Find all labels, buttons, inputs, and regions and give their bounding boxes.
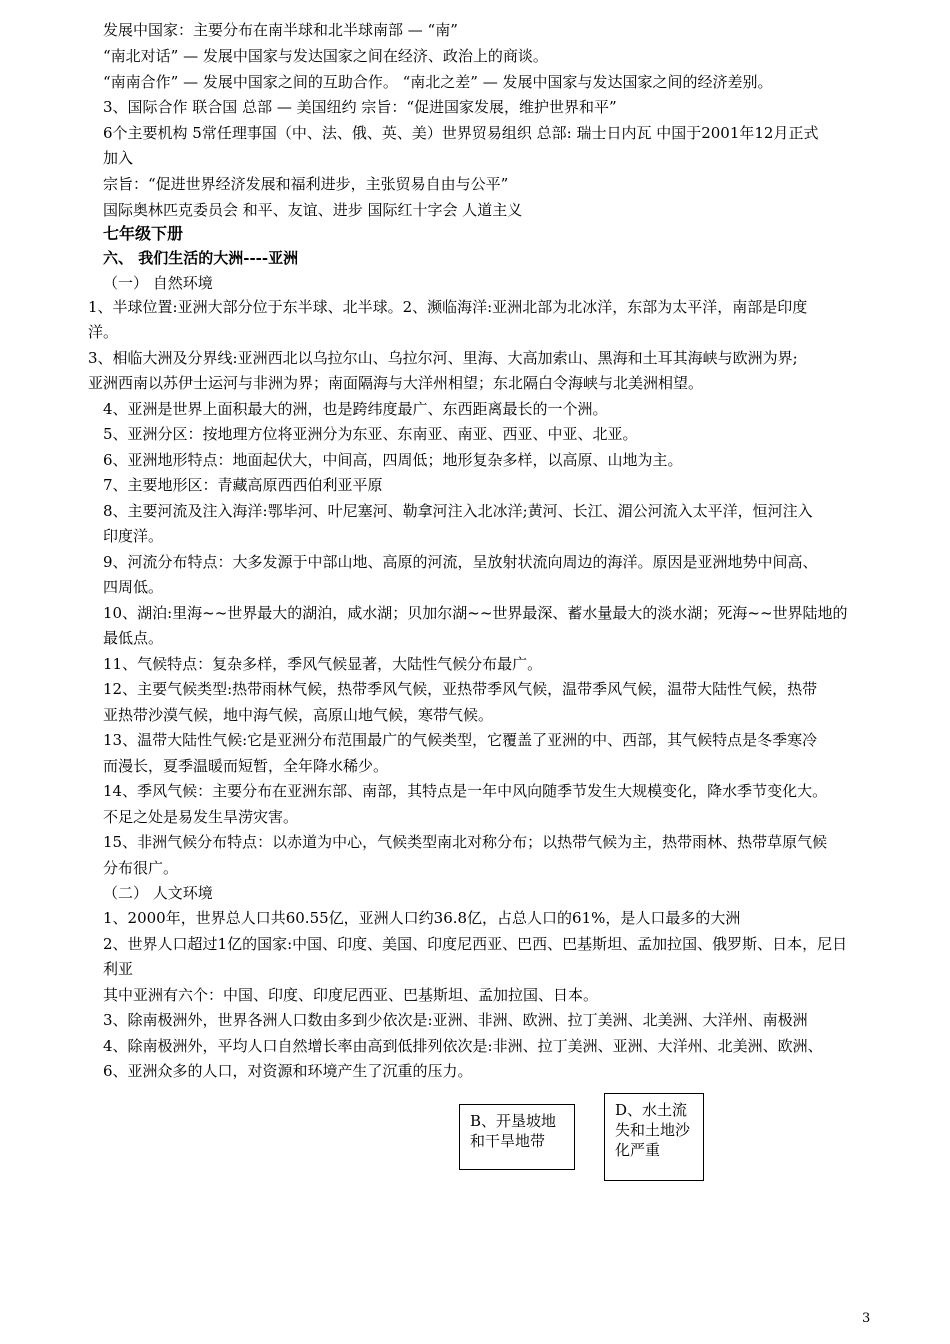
text-line: 13、温带大陆性气候:它是亚洲分布范围最广的气候类型，它覆盖了亚洲的中、西部，其气候特点是冬季寒冷: [103, 731, 818, 749]
text-line: 发展中国家：主要分布在南半球和北半球南部 — “南”: [103, 21, 458, 39]
text-line: 6个主要机构 5常任理事国（中、法、俄、英、美）世界贸易组织 总部: 瑞士日内瓦 中国于2001年12月正式: [103, 124, 819, 142]
text-line: 分布很广。: [103, 859, 179, 877]
text-line: 其中亚洲有六个：中国、印度、印度尼西亚、巴基斯坦、孟加拉国、日本。: [103, 986, 599, 1004]
flow-box-b-label: B、开垦坡地和干旱地带: [470, 1112, 557, 1150]
flow-box-d: [604, 1093, 704, 1181]
text-line: 2、世界人口超过1亿的国家:中国、印度、美国、印度尼西亚、巴西、巴基斯坦、孟加拉国、俄罗斯、日本，尼日: [103, 935, 848, 953]
text-line: “南北对话” — 发展中国家与发达国家之间在经济、政治上的商谈。: [103, 47, 548, 65]
text-line: 宗旨：“促进世界经济发展和福利进步，主张贸易自由与公平”: [103, 175, 509, 193]
text-line: 利亚: [103, 960, 134, 978]
text-line: 11、气候特点：复杂多样，季风气候显著，大陆性气候分布最广。: [103, 655, 543, 673]
text-line: 国际奥林匹克委员会 和平、友谊、进步 国际红十字会 人道主义: [103, 201, 523, 219]
text-line: 6、亚洲众多的人口，对资源和环境产生了沉重的压力。: [103, 1062, 473, 1080]
text-line: 9、河流分布特点：大多发源于中部山地、高原的河流，呈放射状流向周边的海洋。原因是亚洲地势中间高、: [103, 553, 818, 571]
subsection-heading: （一） 自然环境: [103, 274, 213, 292]
text-line: 5、亚洲分区：按地理方位将亚洲分为东亚、东南亚、南亚、西亚、中亚、北亚。: [103, 425, 638, 443]
text-line: 3、相临大洲及分界线:亚洲西北以乌拉尔山、乌拉尔河、里海、大高加索山、黑海和土耳其海峡与欧洲为界;: [88, 349, 798, 367]
text-line: 洋。: [88, 323, 119, 341]
flow-box-d-label: D、水土流失和土地沙化严重: [615, 1101, 691, 1159]
text-line: 3、除南极洲外，世界各洲人口数由多到少依次是:亚洲、非洲、欧洲、拉丁美洲、北美洲、大洋州、南极洲: [103, 1011, 808, 1029]
text-line: 1、半球位置:亚洲大部分位于东半球、北半球。2、濒临海洋:亚洲北部为北冰洋，东部为太平洋，南部是印度: [88, 298, 808, 316]
text-line: 4、亚洲是世界上面积最大的洲，也是跨纬度最广、东西距离最长的一个洲。: [103, 400, 608, 418]
text-line: 3、国际合作 联合国 总部 — 美国纽约 宗旨：“促进国家发展，维护世界和平”: [103, 98, 617, 116]
text-line: 8、主要河流及注入海洋:鄂毕河、叶尼塞河、勒拿河注入北冰洋;黄河、长江、湄公河流入太平洋，恒河注入: [103, 502, 813, 520]
chapter-heading: 六、 我们生活的大洲----亚洲: [103, 249, 299, 267]
text-line: 加入: [103, 149, 134, 167]
text-line: 6、亚洲地形特点：地面起伏大，中间高，四周低；地形复杂多样，以高原、山地为主。: [103, 451, 683, 469]
text-line: 12、主要气候类型:热带雨林气候，热带季风气候，亚热带季风气候，温带季风气候，温带大陆性气候，热带: [103, 680, 818, 698]
flow-box-b: [459, 1104, 575, 1170]
text-line: “南南合作” — 发展中国家之间的互助合作。 “南北之差” — 发展中国家与发达国家之间的经济差别。: [103, 73, 773, 91]
text-line: 亚洲西南以苏伊士运河与非洲为界；南面隔海与大洋州相望；东北隔白令海峡与北美洲相望。: [88, 374, 704, 392]
text-line: 印度洋。: [103, 527, 164, 545]
text-line: 1、2000年，世界总人口共60.55亿，亚洲人口约36.8亿，占总人口的61%，是人口最多的大洲: [103, 909, 741, 927]
text-line: 14、季风气候：主要分布在亚洲东部、南部，其特点是一年中风向随季节发生大规模变化，降水季节变化大。: [103, 782, 828, 800]
text-line: 15、非洲气候分布特点：以赤道为中心，气候类型南北对称分布；以热带气候为主，热带雨林、热带草原气候: [103, 833, 828, 851]
section-heading: 七年级下册: [103, 224, 184, 243]
text-line: 亚热带沙漠气候，地中海气候，高原山地气候，寒带气候。: [103, 706, 494, 724]
text-line: 7、主要地形区：青藏高原西西伯利亚平原: [103, 476, 383, 494]
text-line: 最低点。: [103, 629, 164, 647]
text-line: 四周低。: [103, 578, 164, 596]
subsection-heading: （二） 人文环境: [103, 884, 213, 902]
text-line: 10、湖泊:里海~~世界最大的湖泊，咸水湖；贝加尔湖~~世界最深、蓄水量最大的淡水湖；死海~~世界陆地的: [103, 604, 848, 622]
text-line: 不足之处是易发生旱涝灾害。: [103, 808, 299, 826]
text-line: 4、除南极洲外，平均人口自然增长率由高到低排列依次是:非洲、拉丁美洲、亚洲、大洋州、北美洲、欧洲、: [103, 1037, 823, 1055]
page-number: 3: [862, 1311, 871, 1326]
text-line: 而漫长，夏季温暖而短暂，全年降水稀少。: [103, 757, 389, 775]
